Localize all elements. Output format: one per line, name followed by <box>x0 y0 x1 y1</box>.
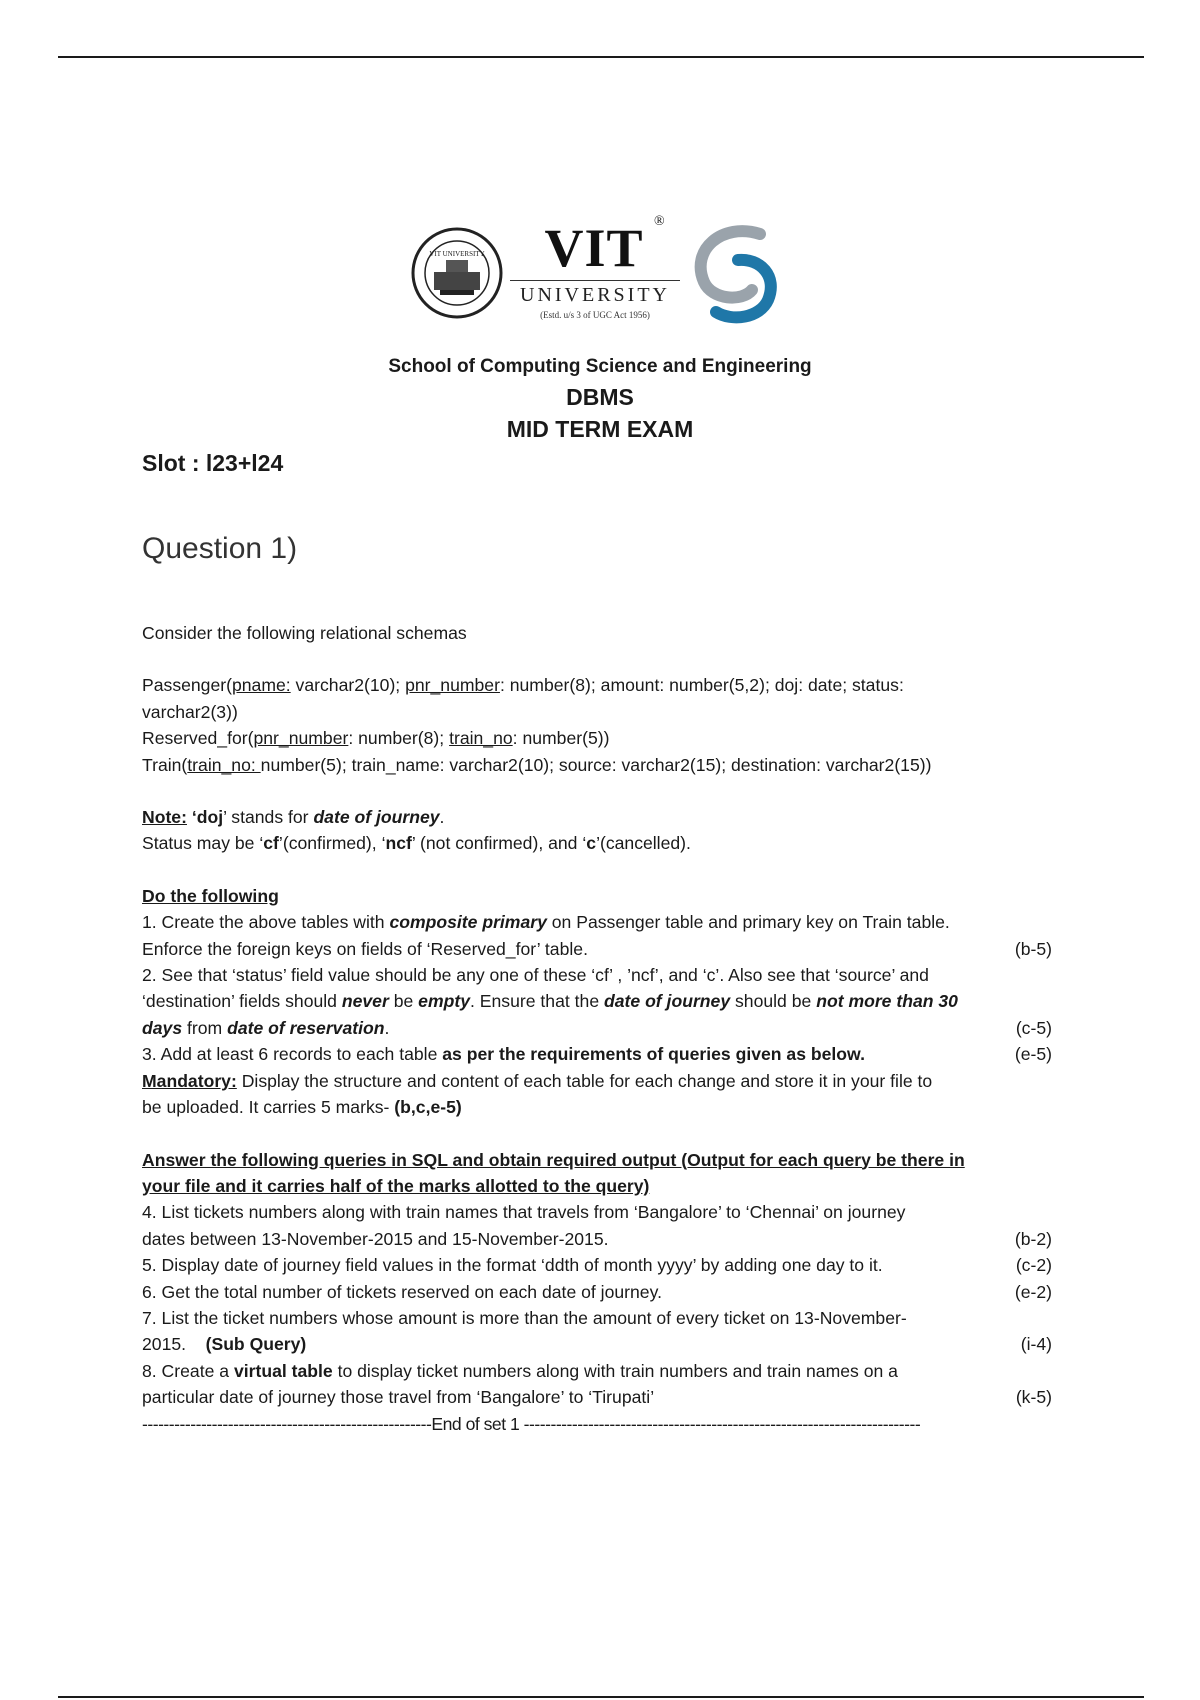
query-5-line: 5. Display date of journey field values in the format ‘ddth of month yyyy’ by adding one day to it. (c-2) <box>142 1252 1052 1278</box>
slot-label: Slot : l23+l24 <box>142 450 284 476</box>
mandatory-line-2: be uploaded. It carries 5 marks- (b,c,e-5) <box>142 1097 462 1118</box>
note-line: Note: ‘doj’ stands for date of journey. <box>142 807 445 828</box>
schema-reserved: Reserved_for(pnr_number: number(8); train_no: number(5)) <box>142 728 610 749</box>
task-2-line-1: 2. See that ‘status’ field value should be any one of these ‘cf’ , ’ncf’, and ‘c’. Also see that ‘source’ and <box>142 965 929 986</box>
query-4-line-1: 4. List tickets numbers along with train names that travels from ‘Bangalore’ to ‘Chennai’ on journey <box>142 1202 906 1223</box>
course-title: DBMS <box>566 384 634 410</box>
query-4-marks: (b-2) <box>1014 1228 1052 1249</box>
task-2-line-3: days from date of reservation. (c-5) <box>142 1015 1052 1041</box>
queries-heading-1: Answer the following queries in SQL and obtain required output (Output for each query be there in <box>142 1149 965 1170</box>
question-body <box>142 620 1052 1437</box>
schema-passenger: Passenger(pname: varchar2(10); pnr_number: number(8); amount: number(5,2); doj: date; status: <box>142 675 904 696</box>
registered-mark: ® <box>654 214 665 229</box>
query-7-line-1: 7. List the ticket numbers whose amount is more than the amount of every ticket on 13-November- <box>142 1307 907 1328</box>
schema-passenger-cont: varchar2(3)) <box>142 701 238 722</box>
status-line: Status may be ‘cf’(confirmed), ‘ncf’ (not confirmed), and ‘c’(cancelled). <box>142 833 691 854</box>
query-7-line-2: 2015. (Sub Query) (i-4) <box>142 1331 1052 1357</box>
bottom-rule <box>58 1696 1144 1698</box>
task-1-marks: (b-5) <box>1014 938 1052 959</box>
top-rule <box>58 56 1144 58</box>
intro-text: Consider the following relational schemas <box>142 623 467 643</box>
logo-established: (Estd. u/s 3 of UGC Act 1956) <box>540 310 650 320</box>
logo-brand: VIT <box>544 218 644 278</box>
task-2-marks: (c-5) <box>1015 1017 1052 1038</box>
query-8-marks: (k-5) <box>1015 1387 1052 1408</box>
task-1-line-2: Enforce the foreign keys on fields of ‘Reserved_for’ table. (b-5) <box>142 936 1052 962</box>
query-7-marks: (i-4) <box>1020 1334 1052 1355</box>
task-3-line: 3. Add at least 6 records to each table as per the requirements of queries given as below. (e-5) <box>142 1041 1052 1067</box>
logo-divider <box>510 280 680 281</box>
swoosh-logo-icon <box>682 220 792 330</box>
query-8-line-2: particular date of journey those travel from ‘Bangalore’ to ‘Tirupati’ (k-5) <box>142 1384 1052 1410</box>
query-4-line-2: dates between 13-November-2015 and 15-November-2015. (b-2) <box>142 1226 1052 1252</box>
seal-text: VIT UNIVERSITY <box>429 250 485 258</box>
school-name: School of Computing Science and Engineering <box>388 356 812 377</box>
institute-seal-icon <box>410 226 504 320</box>
query-6-marks: (e-2) <box>1014 1281 1052 1302</box>
mandatory-line-1: Mandatory: Display the structure and content of each table for each change and store it in your file to <box>142 1070 933 1091</box>
schema-train: Train(train_no: number(5); train_name: varchar2(10); source: varchar2(15); destination: varchar2(15)) <box>142 754 932 775</box>
queries-heading-2: your file and it carries half of the marks allotted to the query) <box>142 1175 650 1196</box>
question-title: Question 1) <box>142 532 298 565</box>
end-of-set: ------------------------------------------------------End of set 1 -------------------------------------------------------------------------- <box>142 1413 921 1434</box>
exam-title: MID TERM EXAM <box>506 416 694 442</box>
task-3-marks: (e-5) <box>1014 1044 1052 1065</box>
query-5-marks: (c-2) <box>1015 1255 1052 1276</box>
task-2-line-2: ‘destination’ fields should never be empty. Ensure that the date of journey should be not more than 30 <box>142 991 958 1012</box>
query-8-line-1: 8. Create a virtual table to display ticket numbers along with train numbers and train names on a <box>142 1360 898 1381</box>
university-logo <box>410 214 790 330</box>
query-6-line: 6. Get the total number of tickets reserved on each date of journey. (e-2) <box>142 1279 1052 1305</box>
do-following-heading: Do the following <box>142 885 279 906</box>
logo-university: UNIVERSITY <box>520 284 670 306</box>
task-1-line-1: 1. Create the above tables with composite primary on Passenger table and primary key on Train table. <box>142 912 950 933</box>
